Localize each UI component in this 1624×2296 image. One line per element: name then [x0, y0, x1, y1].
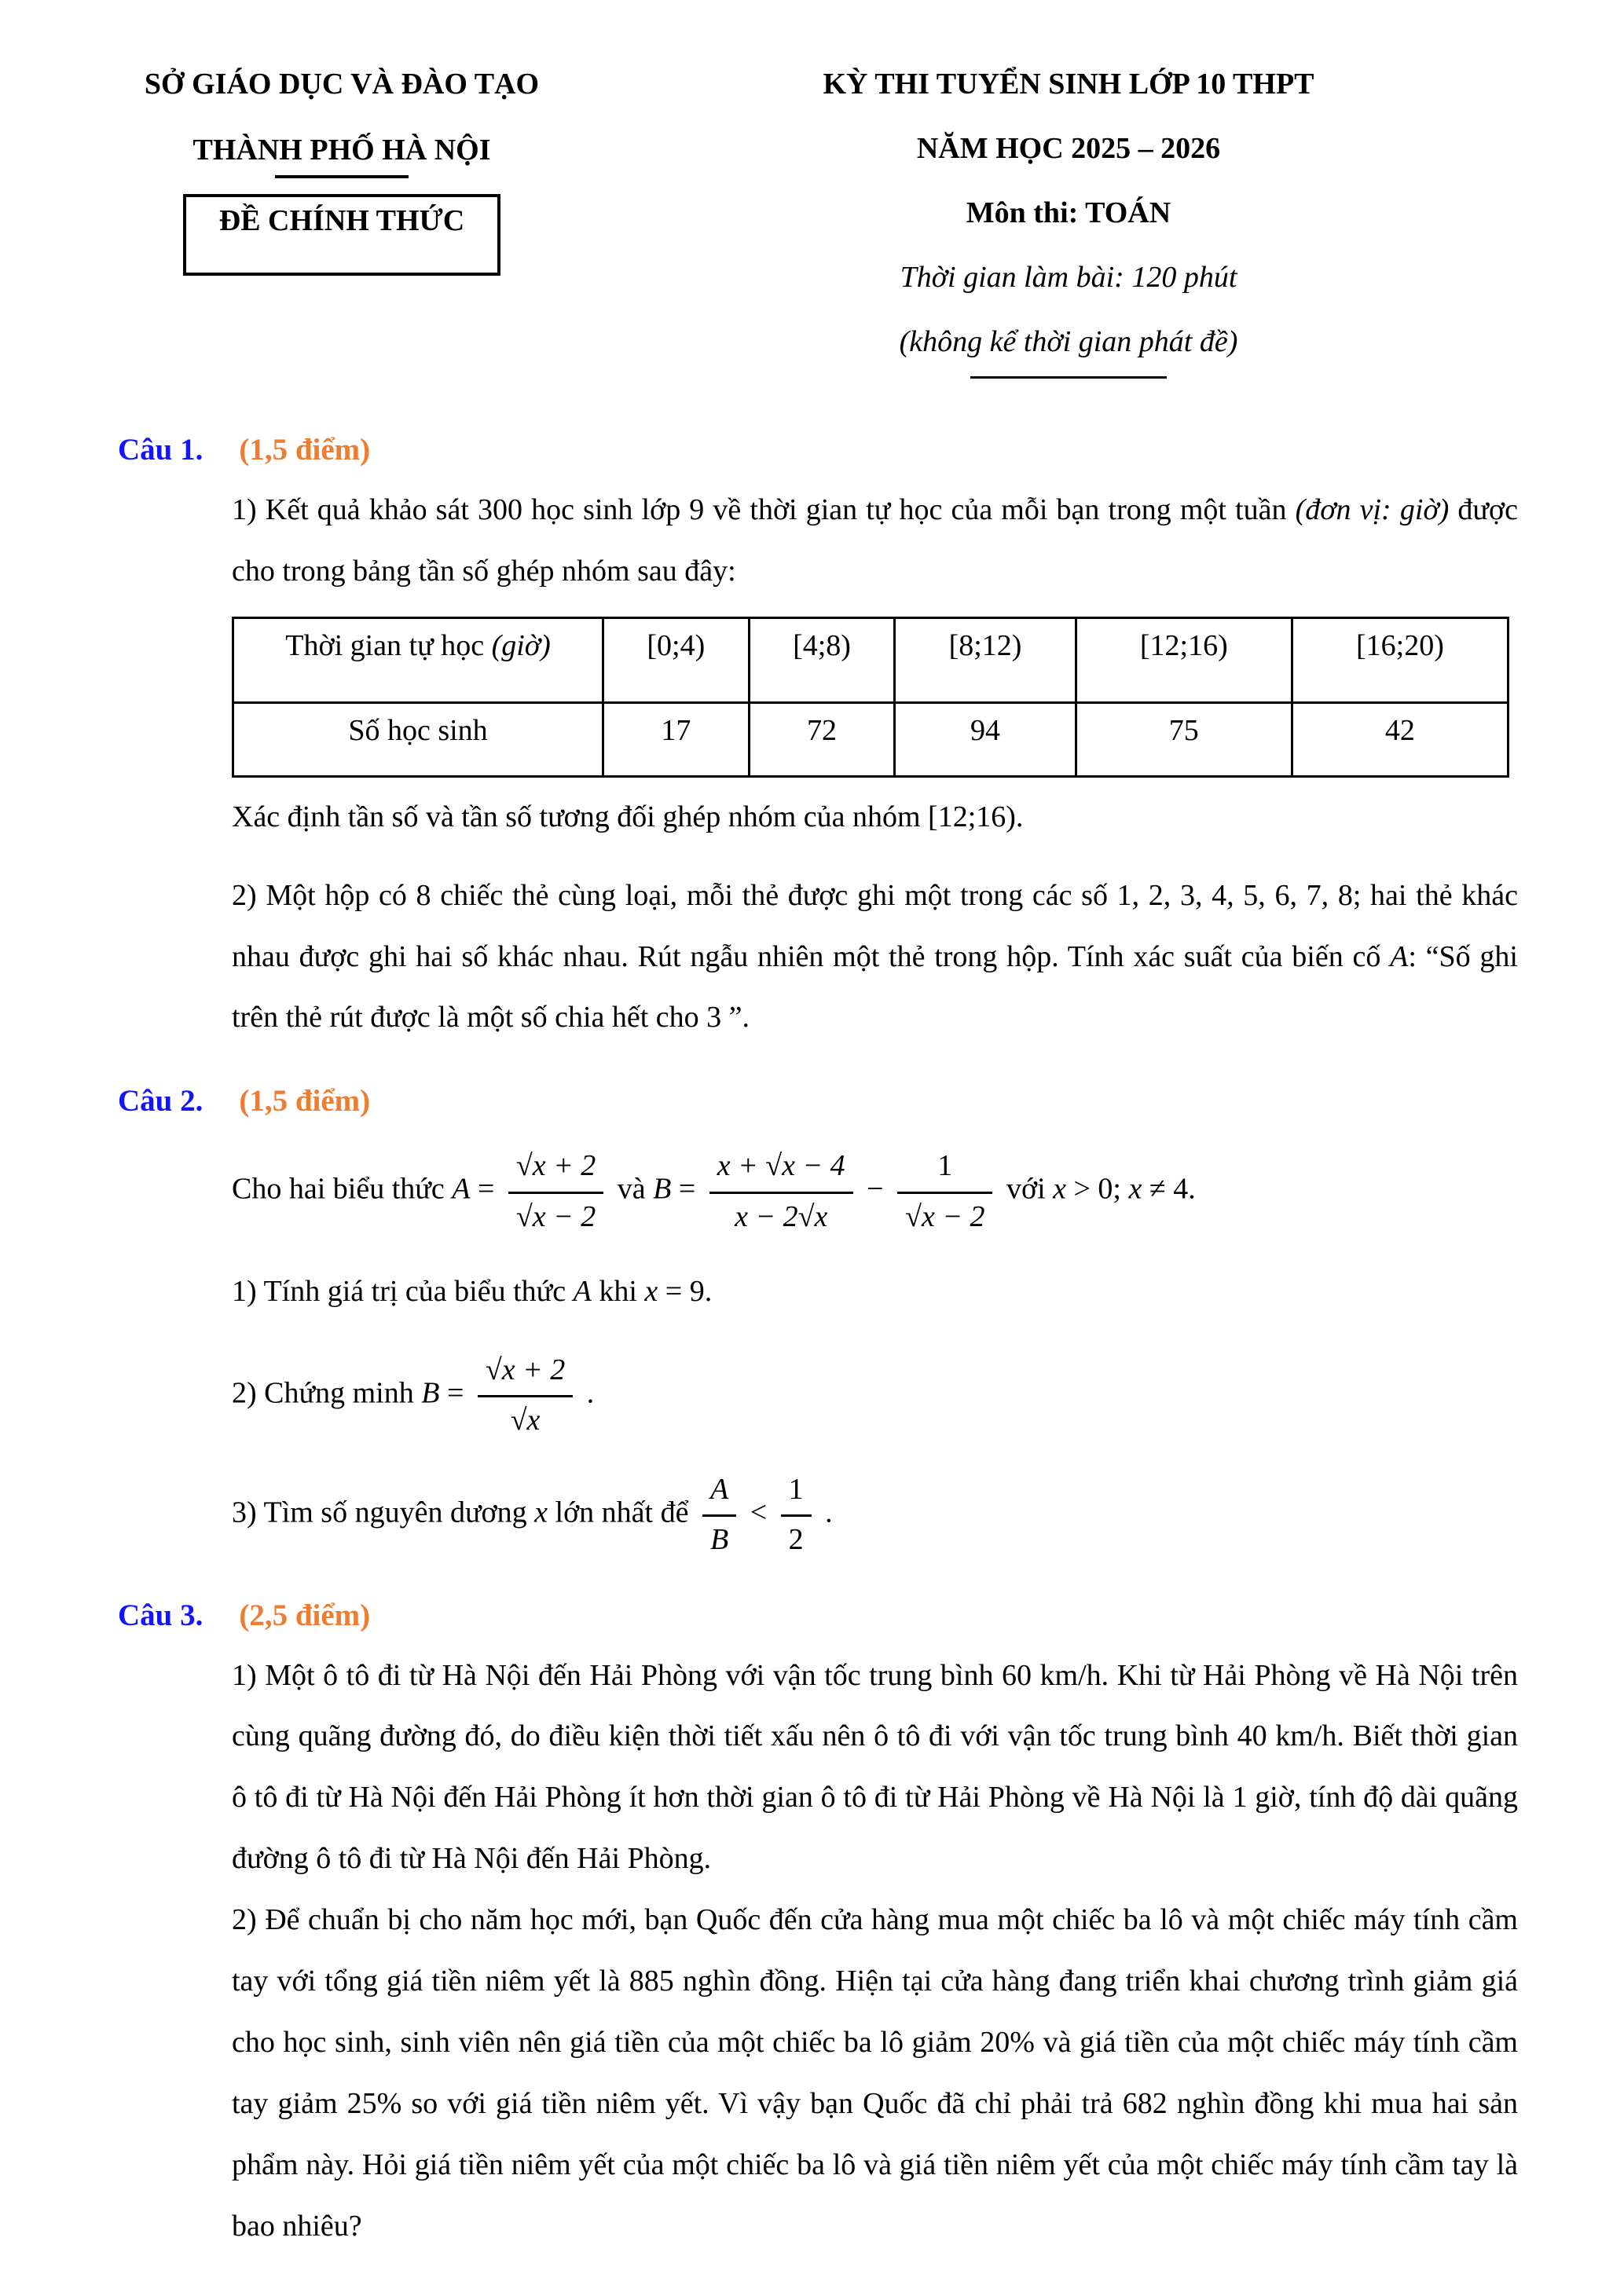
- table-interval-cell: [8;12): [895, 617, 1076, 702]
- fraction-B1-denominator: x − 2√x: [709, 1192, 853, 1238]
- q2-intro-text: Cho hai biểu thức: [232, 1172, 445, 1206]
- fraction-A-denominator: √x − 2: [508, 1192, 603, 1238]
- question-3-points: (2,5 điểm): [239, 1598, 371, 1632]
- math-var-A: A: [452, 1172, 471, 1206]
- table-row-label: Số học sinh: [233, 702, 603, 776]
- fraction-A: [508, 1145, 603, 1238]
- math-var-B: B: [653, 1172, 672, 1206]
- q1-part1-text-end: được cho trong bảng tần số ghép nhóm sau đây:: [232, 493, 1518, 588]
- table-col0-label: Thời gian tự học: [285, 628, 485, 662]
- q2-sub3-text2: lớn nhất để: [555, 1496, 689, 1529]
- q1-part1-statement: [232, 480, 1518, 602]
- equals-sign: =: [477, 1172, 495, 1206]
- table-interval-cell: [12;16): [1076, 617, 1292, 702]
- q2-sub1-text3: = 9.: [665, 1275, 713, 1309]
- header-divider: [970, 376, 1167, 379]
- q2-sub3: [232, 1469, 1518, 1562]
- fraction-B-simplified-denominator: √x: [478, 1395, 573, 1441]
- equals-sign: =: [446, 1376, 464, 1410]
- math-var-x: x: [1128, 1172, 1142, 1206]
- exam-info-block: [621, 67, 1516, 379]
- fraction-B2: [897, 1145, 992, 1238]
- fraction-B-simplified: [478, 1349, 573, 1442]
- issuer-line2: THÀNH PHỐ HÀ NỘI: [192, 134, 491, 167]
- fraction-AB-denominator: B: [702, 1514, 736, 1561]
- issuer-block: [82, 67, 601, 276]
- question-2-heading: [118, 1083, 1624, 1119]
- q2-sub1-text: 1) Tính giá trị của biểu thức: [232, 1275, 566, 1309]
- q1-part1-task: Xác định tần số và tần số tương đối ghép nhóm của nhóm [12;16).: [232, 800, 1024, 833]
- q2-condition-with: với: [1006, 1172, 1046, 1206]
- fraction-B1-numerator: x + √x − 4: [717, 1149, 845, 1183]
- math-var-x: x: [1053, 1172, 1066, 1206]
- frequency-table-header-row: [233, 617, 1509, 702]
- fraction-half-numerator: 1: [788, 1472, 804, 1506]
- frequency-table: [232, 617, 1509, 778]
- q1-part2-statement: [232, 866, 1518, 1049]
- q1-part2-text: 2) Một hộp có 8 chiếc thẻ cùng loại, mỗi thẻ được ghi một trong các số 1, 2, 3, 4, 5, 6, 7, 8; hai thẻ khác nhau được ghi hai số khác nhau. Rút ngẫu nhiên một thẻ trong hộp. Tính xác suất của biến cố: [232, 878, 1518, 973]
- exam-subject: Môn thi: TOÁN: [966, 196, 1171, 229]
- math-var-x: x: [534, 1496, 548, 1529]
- issuer-divider: [275, 175, 409, 178]
- table-col0-unit: (giờ): [491, 628, 551, 662]
- fraction-B2-denominator: √x − 2: [897, 1192, 992, 1238]
- period: .: [586, 1376, 595, 1410]
- table-interval-cell: [4;8): [749, 617, 895, 702]
- question-1-label: Câu 1.: [118, 433, 203, 467]
- table-count-cell: 94: [895, 702, 1076, 776]
- q2-sub3-text: 3) Tìm số nguyên dương: [232, 1496, 527, 1529]
- table-count-cell: 42: [1292, 702, 1508, 776]
- exam-duration: Thời gian làm bài: 120 phút: [900, 261, 1237, 294]
- table-header-cell: [233, 617, 603, 702]
- issuer-line1: SỞ GIÁO DỤC VÀ ĐÀO TẠO: [144, 68, 540, 101]
- q1-event-variable: A: [1390, 939, 1409, 973]
- math-var-B: B: [421, 1376, 440, 1410]
- minus-sign: −: [867, 1172, 884, 1206]
- fraction-AB-numerator: A: [709, 1472, 729, 1506]
- question-2-label: Câu 2.: [118, 1084, 203, 1119]
- table-interval-cell: [16;20): [1292, 617, 1508, 702]
- table-count-cell: 75: [1076, 702, 1292, 776]
- fraction-B2-numerator: 1: [937, 1149, 953, 1183]
- math-var-A: A: [573, 1275, 592, 1309]
- fraction-B1: [709, 1145, 853, 1238]
- q1-part2-text-end: : “Số ghi trên thẻ rút được là một số chia hết cho 3 ”.: [232, 939, 1518, 1034]
- exam-header: [0, 67, 1624, 379]
- fraction-one-half: [781, 1469, 812, 1562]
- exam-year: NĂM HỌC 2025 – 2026: [916, 132, 1221, 165]
- q2-sub1-text2: khi: [599, 1275, 637, 1309]
- fraction-B-simplified-numerator: √x + 2: [485, 1353, 566, 1387]
- q1-part1-unit-note: (đơn vị: giờ): [1295, 493, 1450, 526]
- fraction-half-denominator: 2: [781, 1514, 812, 1561]
- period: .: [825, 1496, 833, 1529]
- question-3-label: Câu 3.: [118, 1598, 203, 1632]
- q1-part1-text: 1) Kết quả khảo sát 300 học sinh lớp 9 về thời gian tự học của mỗi bạn trong một tuần: [232, 493, 1296, 526]
- table-interval-cell: [0;4): [603, 617, 750, 702]
- less-than-sign: <: [750, 1496, 768, 1529]
- math-var-x: x: [644, 1275, 658, 1309]
- fraction-A-numerator: √x + 2: [515, 1149, 596, 1183]
- table-count-cell: 72: [749, 702, 895, 776]
- question-1-points: (1,5 điểm): [239, 433, 371, 467]
- q2-sub1: [232, 1262, 1518, 1323]
- table-count-cell: 17: [603, 702, 750, 776]
- question-3-heading: [118, 1598, 1624, 1633]
- fraction-A-over-B: [702, 1469, 736, 1562]
- q3-part2-statement: 2) Để chuẩn bị cho năm học mới, bạn Quốc đến cửa hàng mua một chiếc ba lô và một chiếc máy tính cầm tay với tổng giá tiền niêm yết là 885 nghìn đồng. Hiện tại cửa hàng đang triển khai chương trình giảm giá cho học sinh, sinh viên nên giá tiền của một chiếc ba lô giảm 20% và giá tiền của một chiếc máy tính cầm tay giảm 25% so với giá tiền niêm yết. Vì vậy bạn Quốc đã chỉ phải trả 682 nghìn đồng khi mua hai sản phẩm này. Hỏi giá tiền niêm yết của một chiếc ba lô và giá tiền niêm yết của một chiếc máy tính cầm tay là bao nhiêu?: [232, 1903, 1518, 2243]
- exam-note: (không kể thời gian phát đề): [899, 325, 1238, 358]
- q2-and-text: và: [617, 1172, 646, 1206]
- official-exam-label: ĐỀ CHÍNH THỨC: [218, 204, 465, 237]
- frequency-table-value-row: [233, 702, 1509, 776]
- q3-part1-statement: 1) Một ô tô đi từ Hà Nội đến Hải Phòng với vận tốc trung bình 60 km/h. Khi từ Hải Phòng về Hà Nội trên cùng quãng đường đó, do điều kiện thời tiết xấu nên ô tô đi với vận tốc trung bình 40 km/h. Biết thời gian ô tô đi từ Hà Nội đến Hải Phòng ít hơn thời gian ô tô đi từ Hải Phòng về Hà Nội là 1 giờ, tính độ dài quãng đường ô tô đi từ Hà Nội đến Hải Phòng.: [232, 1658, 1518, 1876]
- official-exam-box: [183, 194, 500, 276]
- q2-expressions-definition: [232, 1145, 1518, 1238]
- equals-sign: =: [678, 1172, 696, 1206]
- q2-condition-ne: ≠ 4.: [1149, 1172, 1196, 1206]
- question-2-points: (1,5 điểm): [239, 1084, 371, 1119]
- q2-sub2-text: 2) Chứng minh: [232, 1376, 414, 1410]
- exam-title: KỲ THI TUYỂN SINH LỚP 10 THPT: [823, 68, 1314, 101]
- question-1-heading: [118, 432, 1624, 467]
- q2-condition-gt: > 0;: [1073, 1172, 1121, 1206]
- q2-sub2: [232, 1349, 1518, 1442]
